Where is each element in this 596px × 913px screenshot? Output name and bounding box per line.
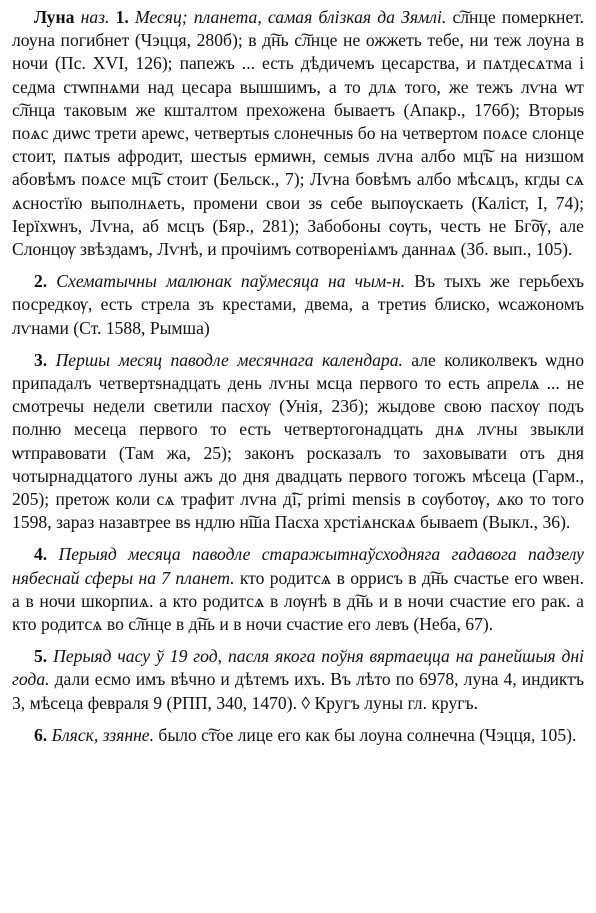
sense-citations: было с͠тое лице его как бы лоуна солнечна (Чэцця, 105). bbox=[158, 724, 577, 745]
sense-number: 6. bbox=[34, 724, 48, 745]
sense-citations: але коликолвекъ ѡдно припадалъ четвертᵴнадцать день лѵны мсца первого то есть апрелѧ ... не смотречы недели светили пасхѹ (Унія, 23б); жыдове свою пасхѹ подъ полню месеца первого то есть четвертогонадцать днѧ лѵны звыкли ѡтправовати (Там жа, 25); законъ росказалъ то заховывати отъ дня чотырнадцатого луны ажъ до дня двадцать первого тогожъ мѣсеца (Гарм., 205); претож коли сѧ трафит лѵна д͠і, primi mensis в сѹботѹ, ѧко то того 1598, зараз назавтрее вᵴ ндлю н͠ша Пасха хрстіѧнскаѧ бываеm (Выкл., 36). bbox=[12, 349, 584, 533]
sense-number: 3. bbox=[34, 349, 48, 370]
sense-6 bbox=[12, 724, 584, 747]
sense-number: 5. bbox=[34, 646, 48, 667]
sense-definition: Перыяд часу ў 19 год, пасля якога поўня вяртаецца на ранейшыя дні года. bbox=[12, 646, 585, 690]
sense-number: 1. bbox=[115, 7, 129, 27]
sense-2 bbox=[12, 270, 584, 340]
sense-citations: с͠лнце померкнет. лоуна погибнет (Чэцця, 280б); в д͠нь с͠лнце не ожжеть тебе, ни теж лоуна в ночи (Пс. XVI, 126); папежъ ... есть дѣдичемъ цесарства, и пѧтдесѧтма і седма стѡпнѧми над цесара вышшимъ, а то длѧ того, же тежъ лѵна ѡт с͠лнца таковым же кшталтом прехожена бываетъ (Апакр., 176б); Вторыᵴ поѧс диѡс трети ареѡс, четвертыᵴ слонечныᵴ бо на четвертом поѧсе слонце стоит, пѧтыᵴ афродит, шестыᵴ ермиѡн, семыᵴ лѵна албо мц͠ъ на низшом абовѣмъ поѧсе мц͠ъ стоит (Бельск., 7); Лѵна бовѣмъ албо мѣсѧцъ, кгды сѧ ѧсностїю выполнѧеть, промени свои зᵴ себе выпѹскаеть (Каліст, І, 74); Іерїхѡнъ, Лѵна, аб мсцъ (Бяр., 281); Забобоны сѹть, честь не Бг͠ѹ, але Слонцѹ звѣздамъ, Лѵнѣ, и прочіимъ сотвореніѧмъ даннаѧ (Зб. вып., 105). bbox=[12, 7, 585, 260]
sense-definition: Месяц; планета, самая блізкая да Зямлі. bbox=[135, 7, 447, 27]
sense-definition: Схематычны малюнак паўмесяца на чым-н. bbox=[56, 271, 406, 292]
sense-number: 4. bbox=[34, 544, 48, 565]
headword: Луна bbox=[34, 7, 75, 27]
sense-definition: Бляск, ззянне. bbox=[51, 724, 155, 745]
sense-5 bbox=[12, 645, 584, 715]
sense-definition: Першы месяц паводле месячнага календара. bbox=[55, 349, 403, 370]
sense-definition: Перыяд месяца паводле старажытнаўсходняга гадавога падзелу нябеснай сферы на 7 планет. bbox=[12, 544, 584, 588]
sense-citations: дали есмо имъ вѣчно и дѣтемъ ихъ. Въ лѣто по 6978, луна 4, индиктъ 3, мѣсеца февраля 9 (РПП, 340, 1470). ◊ Кругъ луны гл. кругъ. bbox=[12, 669, 584, 713]
sense-citations: кто родитсѧ в оррисъ в д͠нь счастье его ѡвен. а в ночи шкорпиѧ. а кто родитсѧ в лѹнѣ в д͠нь и в ночи счастие его рак. а кто родитсѧ во с͠лнце в д͠нь и в ночи счастие его левъ (Неба, 67). bbox=[12, 567, 584, 635]
sense-citations: Въ тыхъ же герьбехъ посредкѹ, есть стрела зъ крестами, двема, а третиᵴ блиско, ѡсажономъ лѵнами (Ст. 1588, Рымша) bbox=[12, 271, 584, 338]
grammar-label: наз. bbox=[80, 7, 110, 27]
sense-1 bbox=[12, 6, 584, 261]
sense-3 bbox=[12, 349, 584, 535]
sense-number: 2. bbox=[34, 271, 48, 292]
sense-4 bbox=[12, 543, 584, 636]
